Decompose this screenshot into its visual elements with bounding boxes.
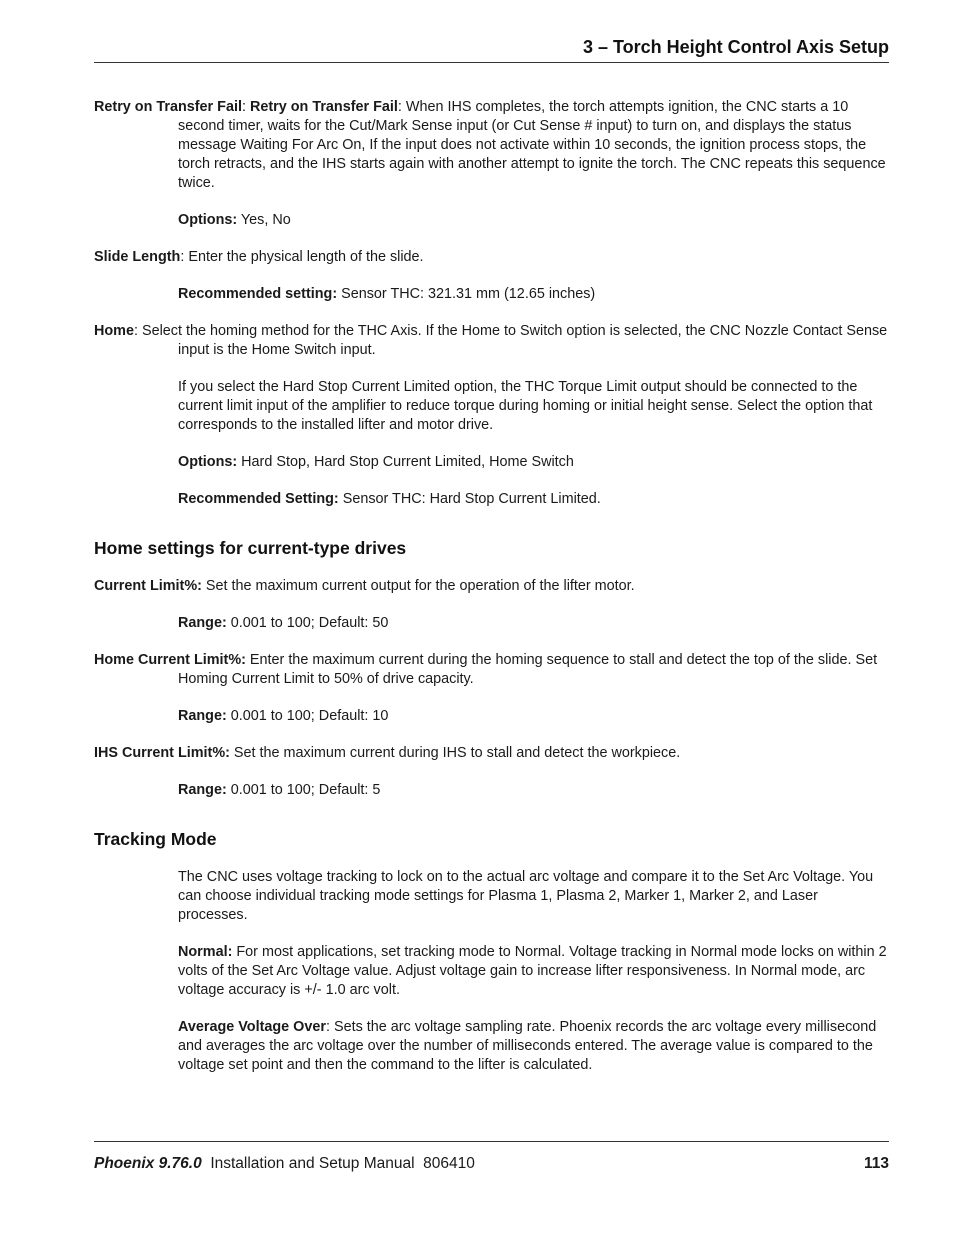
options-label: Options: xyxy=(178,212,238,228)
term-description: Set the maximum current output for the operation of the lifter motor. xyxy=(201,578,635,594)
home-current-limit-entry xyxy=(94,651,889,689)
recommended-value: Sensor THC: Hard Stop Current Limited. xyxy=(338,491,601,507)
range-line xyxy=(94,614,889,633)
term-label: Home xyxy=(94,323,134,339)
term-description: : Enter the physical length of the slide. xyxy=(180,249,424,265)
current-limit-entry xyxy=(94,577,889,596)
page-header-title: 3 – Torch Height Control Axis Setup xyxy=(582,37,889,57)
range-value: 0.001 to 100; Default: 50 xyxy=(226,615,389,631)
term-description: : When IHS completes, the torch attempts ignition, the CNC starts a 10 second timer, waits for the Cut/Mark Sense input (or Cut Sense # input) to turn on, and displays the status message Waiting For Arc On, If the input does not activate within 10 seconds, the ignition process stops, the torch retracts, and the IHS starts again with another attempt to ignite the torch. The CNC repeats this sequence twice. xyxy=(178,99,886,191)
retry-on-transfer-fail-entry xyxy=(94,98,889,193)
header-divider xyxy=(94,62,889,63)
term-label: Current Limit%: xyxy=(94,578,202,594)
normal-mode-paragraph xyxy=(94,943,889,1000)
product-name: Phoenix 9.76.0 xyxy=(94,1155,202,1172)
average-voltage-paragraph xyxy=(94,1018,889,1075)
term-description: Enter the maximum current during the homing sequence to stall and detect the top of the slide. Set Homing Current Limit to 50% of drive capacity. xyxy=(178,652,878,687)
term-description: Set the maximum current during IHS to stall and detect the workpiece. xyxy=(229,745,681,761)
term-separator: : xyxy=(241,99,250,115)
term-description: : Sets the arc voltage sampling rate. Phoenix records the arc voltage every millisecond and averages the arc voltage over the number of milliseconds entered. The average value is compared to the voltage set point and then the command to the lifter is calculated. xyxy=(178,1019,877,1073)
term-label: Average Voltage Over xyxy=(178,1019,326,1035)
home-entry xyxy=(94,322,889,360)
term-label: IHS Current Limit%: xyxy=(94,745,230,761)
options-line xyxy=(94,453,889,472)
options-line xyxy=(94,211,889,230)
term-label: Normal: xyxy=(178,944,233,960)
range-value: 0.001 to 100; Default: 5 xyxy=(226,782,381,798)
options-value: Yes, No xyxy=(237,212,291,228)
page-number: 113 xyxy=(863,1155,889,1172)
manual-title: Installation and Setup Manual 806410 xyxy=(201,1155,475,1172)
range-line xyxy=(94,707,889,726)
term-description: For most applications, set tracking mode to Normal. Voltage tracking in Normal mode locks on within 2 volts of the Set Arc Voltage value. Adjust voltage gain to increase lifter responsiveness. In Normal mode, arc voltage accuracy is +/- 1.0 arc volt. xyxy=(178,944,887,998)
home-paragraph: If you select the Hard Stop Current Limited option, the THC Torque Limit output should be connected to the current limit input of the amplifier to reduce torque during homing or initial height sense. Select the option that corresponds to the installed lifter and motor drive. xyxy=(178,379,873,433)
term-description: : Select the homing method for the THC Axis. If the Home to Switch option is selected, the CNC Nozzle Contact Sense input is the Home Switch input. xyxy=(133,323,888,358)
range-label: Range: xyxy=(178,615,227,631)
recommended-label: Recommended setting: xyxy=(178,286,338,302)
section-heading-tracking-mode: Tracking Mode xyxy=(94,829,217,849)
range-value: 0.001 to 100; Default: 10 xyxy=(226,708,389,724)
footer-manual-info xyxy=(94,1155,475,1173)
page-content xyxy=(94,98,889,1075)
range-label: Range: xyxy=(178,782,227,798)
recommended-setting-line xyxy=(94,285,889,304)
slide-length-entry xyxy=(94,248,889,267)
term-label: Slide Length xyxy=(94,249,181,265)
term-label: Retry on Transfer Fail xyxy=(94,99,242,115)
term-label: Retry on Transfer Fail xyxy=(249,99,398,115)
term-label: Home Current Limit%: xyxy=(94,652,246,668)
range-label: Range: xyxy=(178,708,227,724)
options-label: Options: xyxy=(178,454,238,470)
recommended-label: Recommended Setting: xyxy=(178,491,339,507)
recommended-setting-line xyxy=(94,490,889,509)
section-heading-current-drives: Home settings for current-type drives xyxy=(94,538,407,558)
options-value: Hard Stop, Hard Stop Current Limited, Home Switch xyxy=(237,454,574,470)
page-footer xyxy=(94,1155,889,1173)
recommended-value: Sensor THC: 321.31 mm (12.65 inches) xyxy=(337,286,596,302)
range-line xyxy=(94,781,889,800)
ihs-current-limit-entry xyxy=(94,744,889,763)
tracking-intro-paragraph: The CNC uses voltage tracking to lock on to the actual arc voltage and compare it to the Set Arc Voltage. You can choose individual tracking mode settings for Plasma 1, Plasma 2, Marker 1, Marker 2, and Laser processes. xyxy=(178,869,874,923)
footer-divider xyxy=(94,1141,889,1142)
